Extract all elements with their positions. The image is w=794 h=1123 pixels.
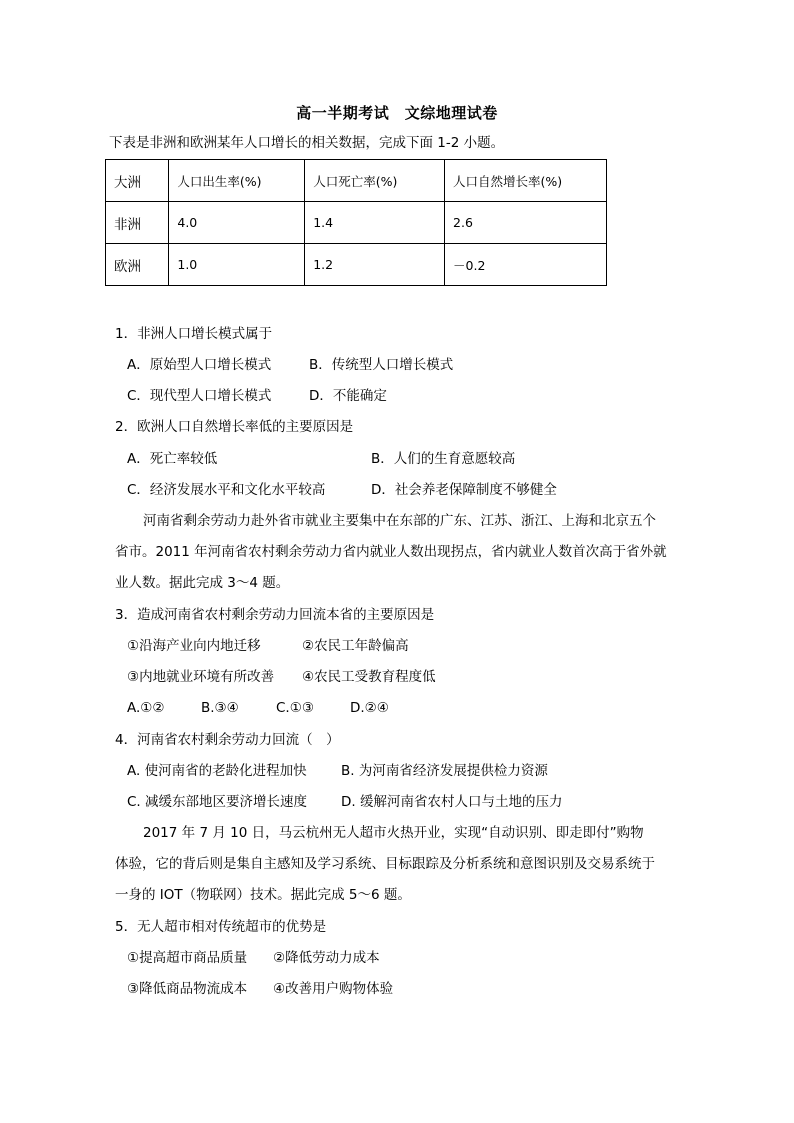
question-2-option-b: B．人们的生育意愿较高 (371, 451, 516, 467)
question-4-option-b: B. 为河南省经济发展提供检力资源 (341, 763, 548, 779)
question-4-option-d: D. 缓解河南省农村人口与土地的压力 (341, 794, 563, 810)
question-3-stem: 3．造成河南省农村剩余劳动力回流本省的主要原因是 (115, 607, 435, 623)
question-3-item-3: ③内地就业环境有所改善 (127, 669, 275, 685)
table-row (106, 244, 607, 286)
question-2-stem: 2．欧洲人口自然增长率低的主要原因是 (115, 419, 354, 435)
table-header-cell: 人口自然增长率(%) (445, 160, 607, 202)
question-1-stem: 1．非洲人口增长模式属于 (115, 326, 273, 342)
table-row (106, 202, 607, 244)
question-2-option-d: D．社会养老保障制度不够健全 (371, 482, 557, 498)
question-3-option-d: D.②④ (350, 700, 389, 716)
passage-2-line-2: 省市。2011 年河南省农村剩余劳动力省内就业人数出现拐点，省内就业人数首次高于省外就 (115, 544, 667, 560)
table-cell: 1.0 (169, 244, 305, 286)
question-3-option-a: A.①② (127, 700, 165, 716)
question-1-option-b: B．传统型人口增长模式 (309, 357, 454, 373)
question-3-item-4: ④农民工受教育程度低 (302, 669, 436, 685)
passage-3-line-1: 2017 年 7 月 10 日，马云杭州无人超市火热开业，实现“自动识别、即走即付”购物 (143, 825, 644, 841)
question-4-option-c: C. 减缓东部地区要济增长速度 (127, 794, 308, 810)
question-5-item-3: ③降低商品物流成本 (127, 981, 248, 997)
table-cell: 欧洲 (106, 244, 169, 286)
question-1-option-c: C．现代型人口增长模式 (127, 388, 272, 404)
table-cell: 1.4 (305, 202, 445, 244)
question-1-option-a: A．原始型人口增长模式 (127, 357, 272, 373)
passage-2-line-3: 业人数。据此完成 3～4 题。 (115, 575, 290, 591)
question-5-item-2: ②降低劳动力成本 (273, 950, 380, 966)
question-4-stem: 4．河南省农村剩余劳动力回流（ ） (115, 732, 340, 748)
question-4-option-a: A. 使河南省的老龄化进程加快 (127, 763, 307, 779)
table-header-row (106, 160, 607, 202)
question-5-stem: 5．无人超市相对传统超市的优势是 (115, 919, 327, 935)
question-5-item-4: ④改善用户购物体验 (273, 981, 394, 997)
table-header-cell: 人口出生率(%) (169, 160, 305, 202)
passage-2-line-1: 河南省剩余劳动力赴外省市就业主要集中在东部的广东、江苏、浙江、上海和北京五个 (143, 513, 656, 529)
table-cell: －0.2 (445, 244, 607, 286)
page-title: 高一半期考试 文综地理试卷 (296, 104, 498, 122)
table-cell: 非洲 (106, 202, 169, 244)
table-header-cell: 人口死亡率(%) (305, 160, 445, 202)
question-5-item-1: ①提高超市商品质量 (127, 950, 248, 966)
passage-3-line-2: 体验，它的背后则是集自主感知及学习系统、目标跟踪及分析系统和意图识别及交易系统于 (115, 856, 655, 872)
question-1-option-d: D．不能确定 (309, 388, 387, 404)
question-3-item-2: ②农民工年龄偏高 (302, 638, 409, 654)
table-header-cell: 大洲 (106, 160, 169, 202)
question-3-option-c: C.①③ (276, 700, 314, 716)
population-table (105, 159, 607, 286)
question-2-option-c: C．经济发展水平和文化水平较高 (127, 482, 326, 498)
question-3-item-1: ①沿海产业向内地迁移 (127, 638, 261, 654)
passage-3-line-3: 一身的 IOT（物联网）技术。据此完成 5～6 题。 (115, 887, 411, 903)
table-cell: 4.0 (169, 202, 305, 244)
table-intro: 下表是非洲和欧洲某年人口增长的相关数据，完成下面 1-2 小题。 (109, 135, 505, 151)
question-3-option-b: B.③④ (201, 700, 239, 716)
table-cell: 1.2 (305, 244, 445, 286)
question-2-option-a: A．死亡率较低 (127, 451, 218, 467)
table-cell: 2.6 (445, 202, 607, 244)
